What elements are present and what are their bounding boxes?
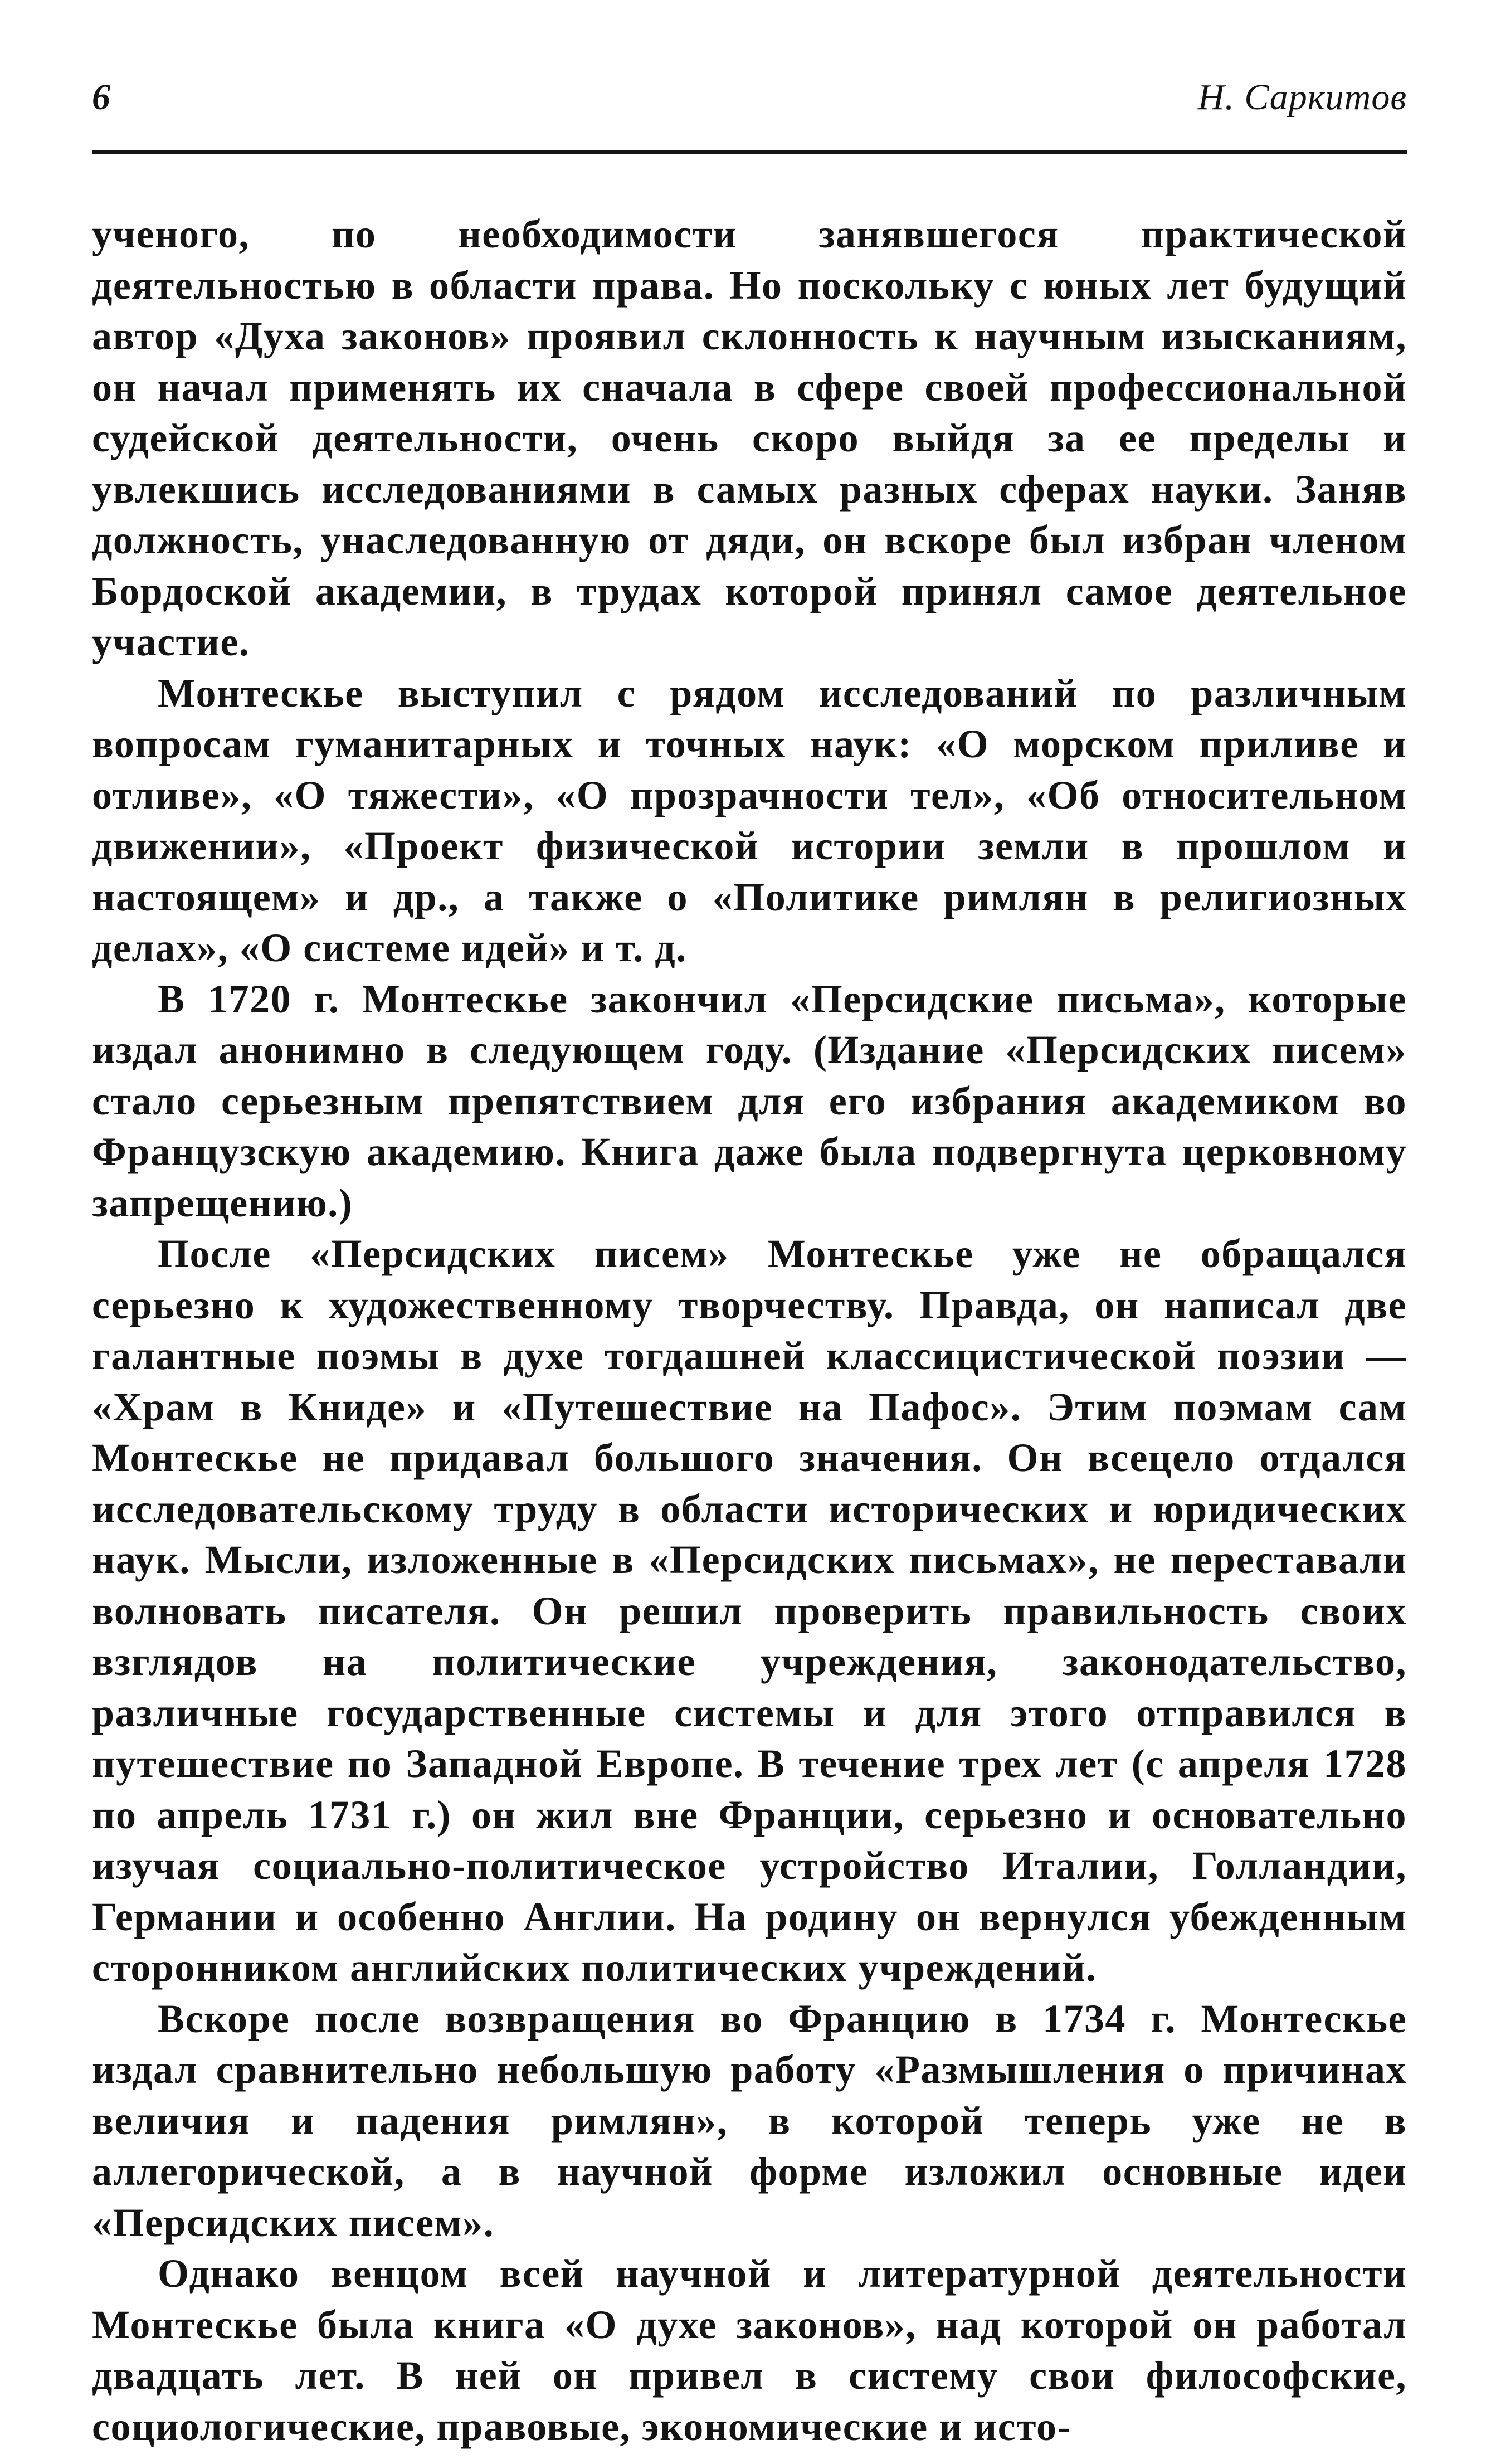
paragraph: Монтескье выступил с рядом исследований по различным вопросам гуманитарных и точных наук: «О морском приливе и отливе», «О тяжести», «О прозрачности тел», «Об относительном движении», «Проект физической истории земли в прошлом и настоящем» и др., а также о «Политике римлян в религиозных делах», «О системе идей» и т. д. (92, 670, 1407, 970)
page-number: 6 (92, 77, 110, 118)
paragraph: После «Персидских писем» Монтескье уже не обращался серьезно к художественному творчеству. Правда, он написал две галантные поэмы в духе тогдашней классицистической поэзии — «Храм в Книде» и «Путешествие на Пафос». Этим поэмам сам Монтескье не придавал большого значения. Он всецело отдался исследовательскому труду в области исторических и юридических наук. Мысли, изложенные в «Персидских письмах», не переставали волновать писателя. Он решил проверить правильность своих взглядов на политические учреждения, законодательство, различные государственные системы и для этого отправился в путешествие по Западной Европе. В течение трех лет (с апреля 1728 по апрель 1731 г.) он жил вне Франции, серьезно и основательно изучая социально-политическое устройство Италии, Голландии, Германии и особенно Англии. На родину он вернулся убежденным сторонником английских политических учреждений. (92, 1231, 1407, 1990)
paragraph: Вскоре после возвращения во Францию в 1734 г. Монтескье издал сравнительно небольшую работу «Размышления о причинах величия и падения римлян», в которой теперь уже не в аллегорической, а в научной форме изложил основные идеи «Персидских писем». (92, 1996, 1407, 2245)
paragraph: В 1720 г. Монтескье закончил «Персидские письма», которые издал анонимно в следующем году. (Издание «Персидских писем» стало серьезным препятствием для его избрания академиком во Французскую академию. Книга даже была подвергнута церковному запрещению.) (92, 976, 1407, 1225)
running-head-author: Н. Саркитов (1197, 77, 1407, 118)
body-text (92, 209, 1407, 2452)
paragraph-continuation: ученого, по необходимости занявшегося практической деятельностью в области права. Но поскольку с юных лет будущий автор «Духа законов» проявил склонность к научным изысканиям, он начал применять их сначала в сфере своей профессиональной судейской деятельности, очень скоро выйдя за ее пределы и увлекшись исследованиями в самых разных сферах науки. Заняв должность, унаследованную от дяди, он вскоре был избран членом Бордоской академии, в трудах которой принял самое деятельное участие. (92, 212, 1407, 664)
running-head (92, 72, 1407, 123)
paragraph: Однако венцом всей научной и литературной деятельности Монтескье была книга «О духе законов», над которой он работал двадцать лет. В ней он привел в систему свои философские, социологические, правовые, экономические и исто- (92, 2251, 1407, 2449)
header-rule (92, 150, 1407, 154)
